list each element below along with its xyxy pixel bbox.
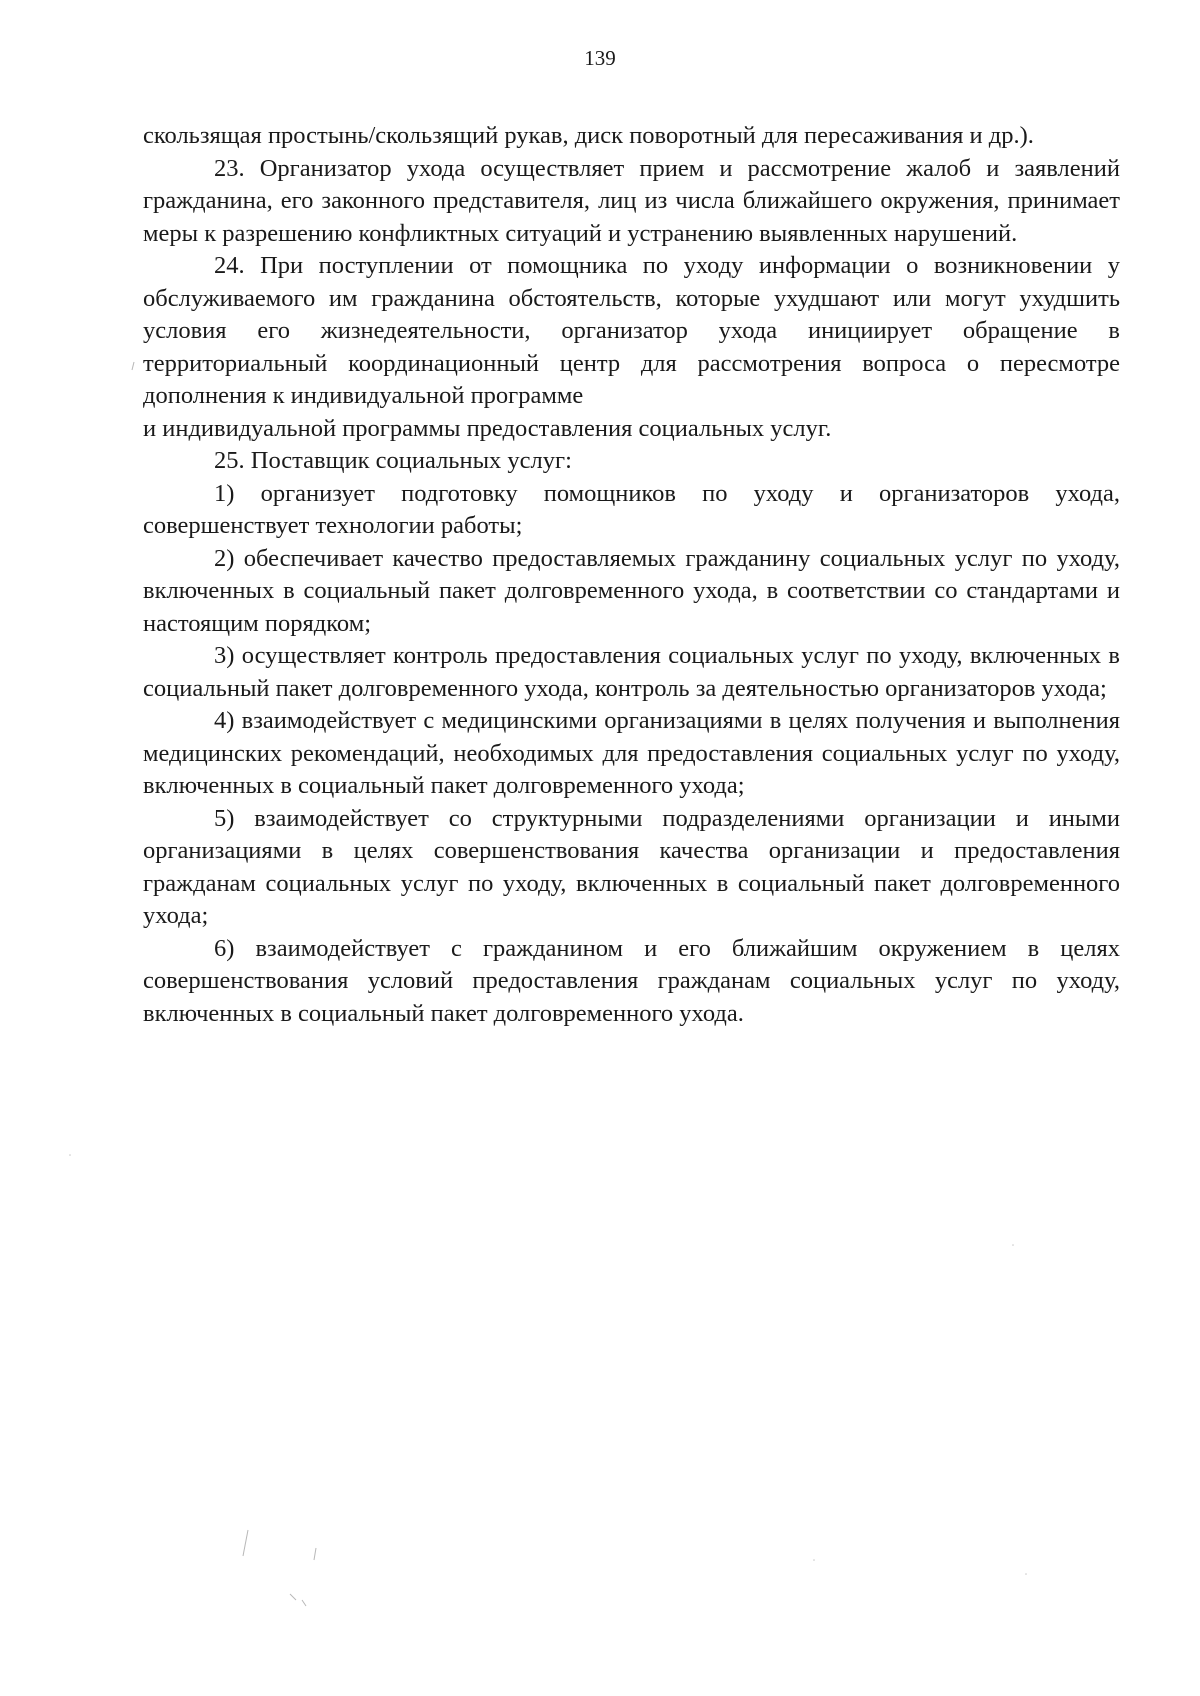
subitem-5: 5) взаимодействует со структурными подразделениями организации и иными организациями в целях совершенствования качества организации и предоставления гражданам социальных услуг по уходу, включенных в социальный пакет долговременного ухода; [143, 804, 1120, 929]
scan-dot [1025, 1573, 1027, 1575]
paragraph-item-24: 24. При поступлении от помощника по уходу информации о возникновении у обслуживаемого им гражданина обстоятельств, которые ухудшают или могут ухудшить условия его жизнедеятельности, организатор ухода инициирует обращение в территориальный координационный центр для рассмотрения вопроса о пересмотре дополнения к индивидуальной программе [143, 252, 1120, 409]
subitem-2: 2) обеспечивает качество предоставляемых гражданину социальных услуг по уходу, включенных в социальный пакет долговременного ухода, в соответствии со стандартами и настоящим порядком; [143, 544, 1120, 637]
scan-mark [302, 1600, 306, 1606]
scan-mark [243, 1530, 248, 1556]
paragraph-item-24-continuation: и индивидуальной программы предоставления социальных услуг. [143, 414, 832, 442]
subitem-1: 1) организует подготовку помощников по уходу и организаторов ухода, совершенствует технологии работы; [143, 479, 1120, 539]
subitem-4: 4) взаимодействует с медицинскими организациями в целях получения и выполнения медицинских рекомендаций, необходимых для предоставления социальных услуг по уходу, включенных в социальный пакет долговременного ухода; [143, 707, 1120, 799]
paragraph-continuation: скользящая простынь/скользящий рукав, диск поворотный для пересаживания и др.). [143, 122, 1034, 149]
scan-dot [1012, 1244, 1014, 1246]
subitem-6: 6) взаимодействует с гражданином и его ближайшим окружением в целях совершенствования условий предоставления гражданам социальных услуг по уходу, включенных в социальный пакет долговременного ухода. [143, 934, 1120, 1027]
paragraph-item-25: 25. Поставщик социальных услуг: [214, 447, 572, 474]
subitem-3: 3) осуществляет контроль предоставления социальных услуг по уходу, включенных в социальный пакет долговременного ухода, контроль за деятельностью организаторов ухода; [143, 642, 1120, 702]
document-body [143, 120, 1120, 1030]
scan-mark [314, 1548, 316, 1560]
scan-mark [290, 1594, 296, 1600]
scan-dot [813, 1559, 815, 1561]
scan-dot [69, 1154, 71, 1156]
page-number: 139 [584, 46, 616, 70]
paragraph-item-23: 23. Организатор ухода осуществляет прием и рассмотрение жалоб и заявлений гражданина, его законного представителя, лиц из числа ближайшего окружения, принимает меры к разрешению конфликтных ситуаций и устранению выявленных нарушений. [143, 154, 1120, 247]
scan-mark [132, 362, 134, 370]
